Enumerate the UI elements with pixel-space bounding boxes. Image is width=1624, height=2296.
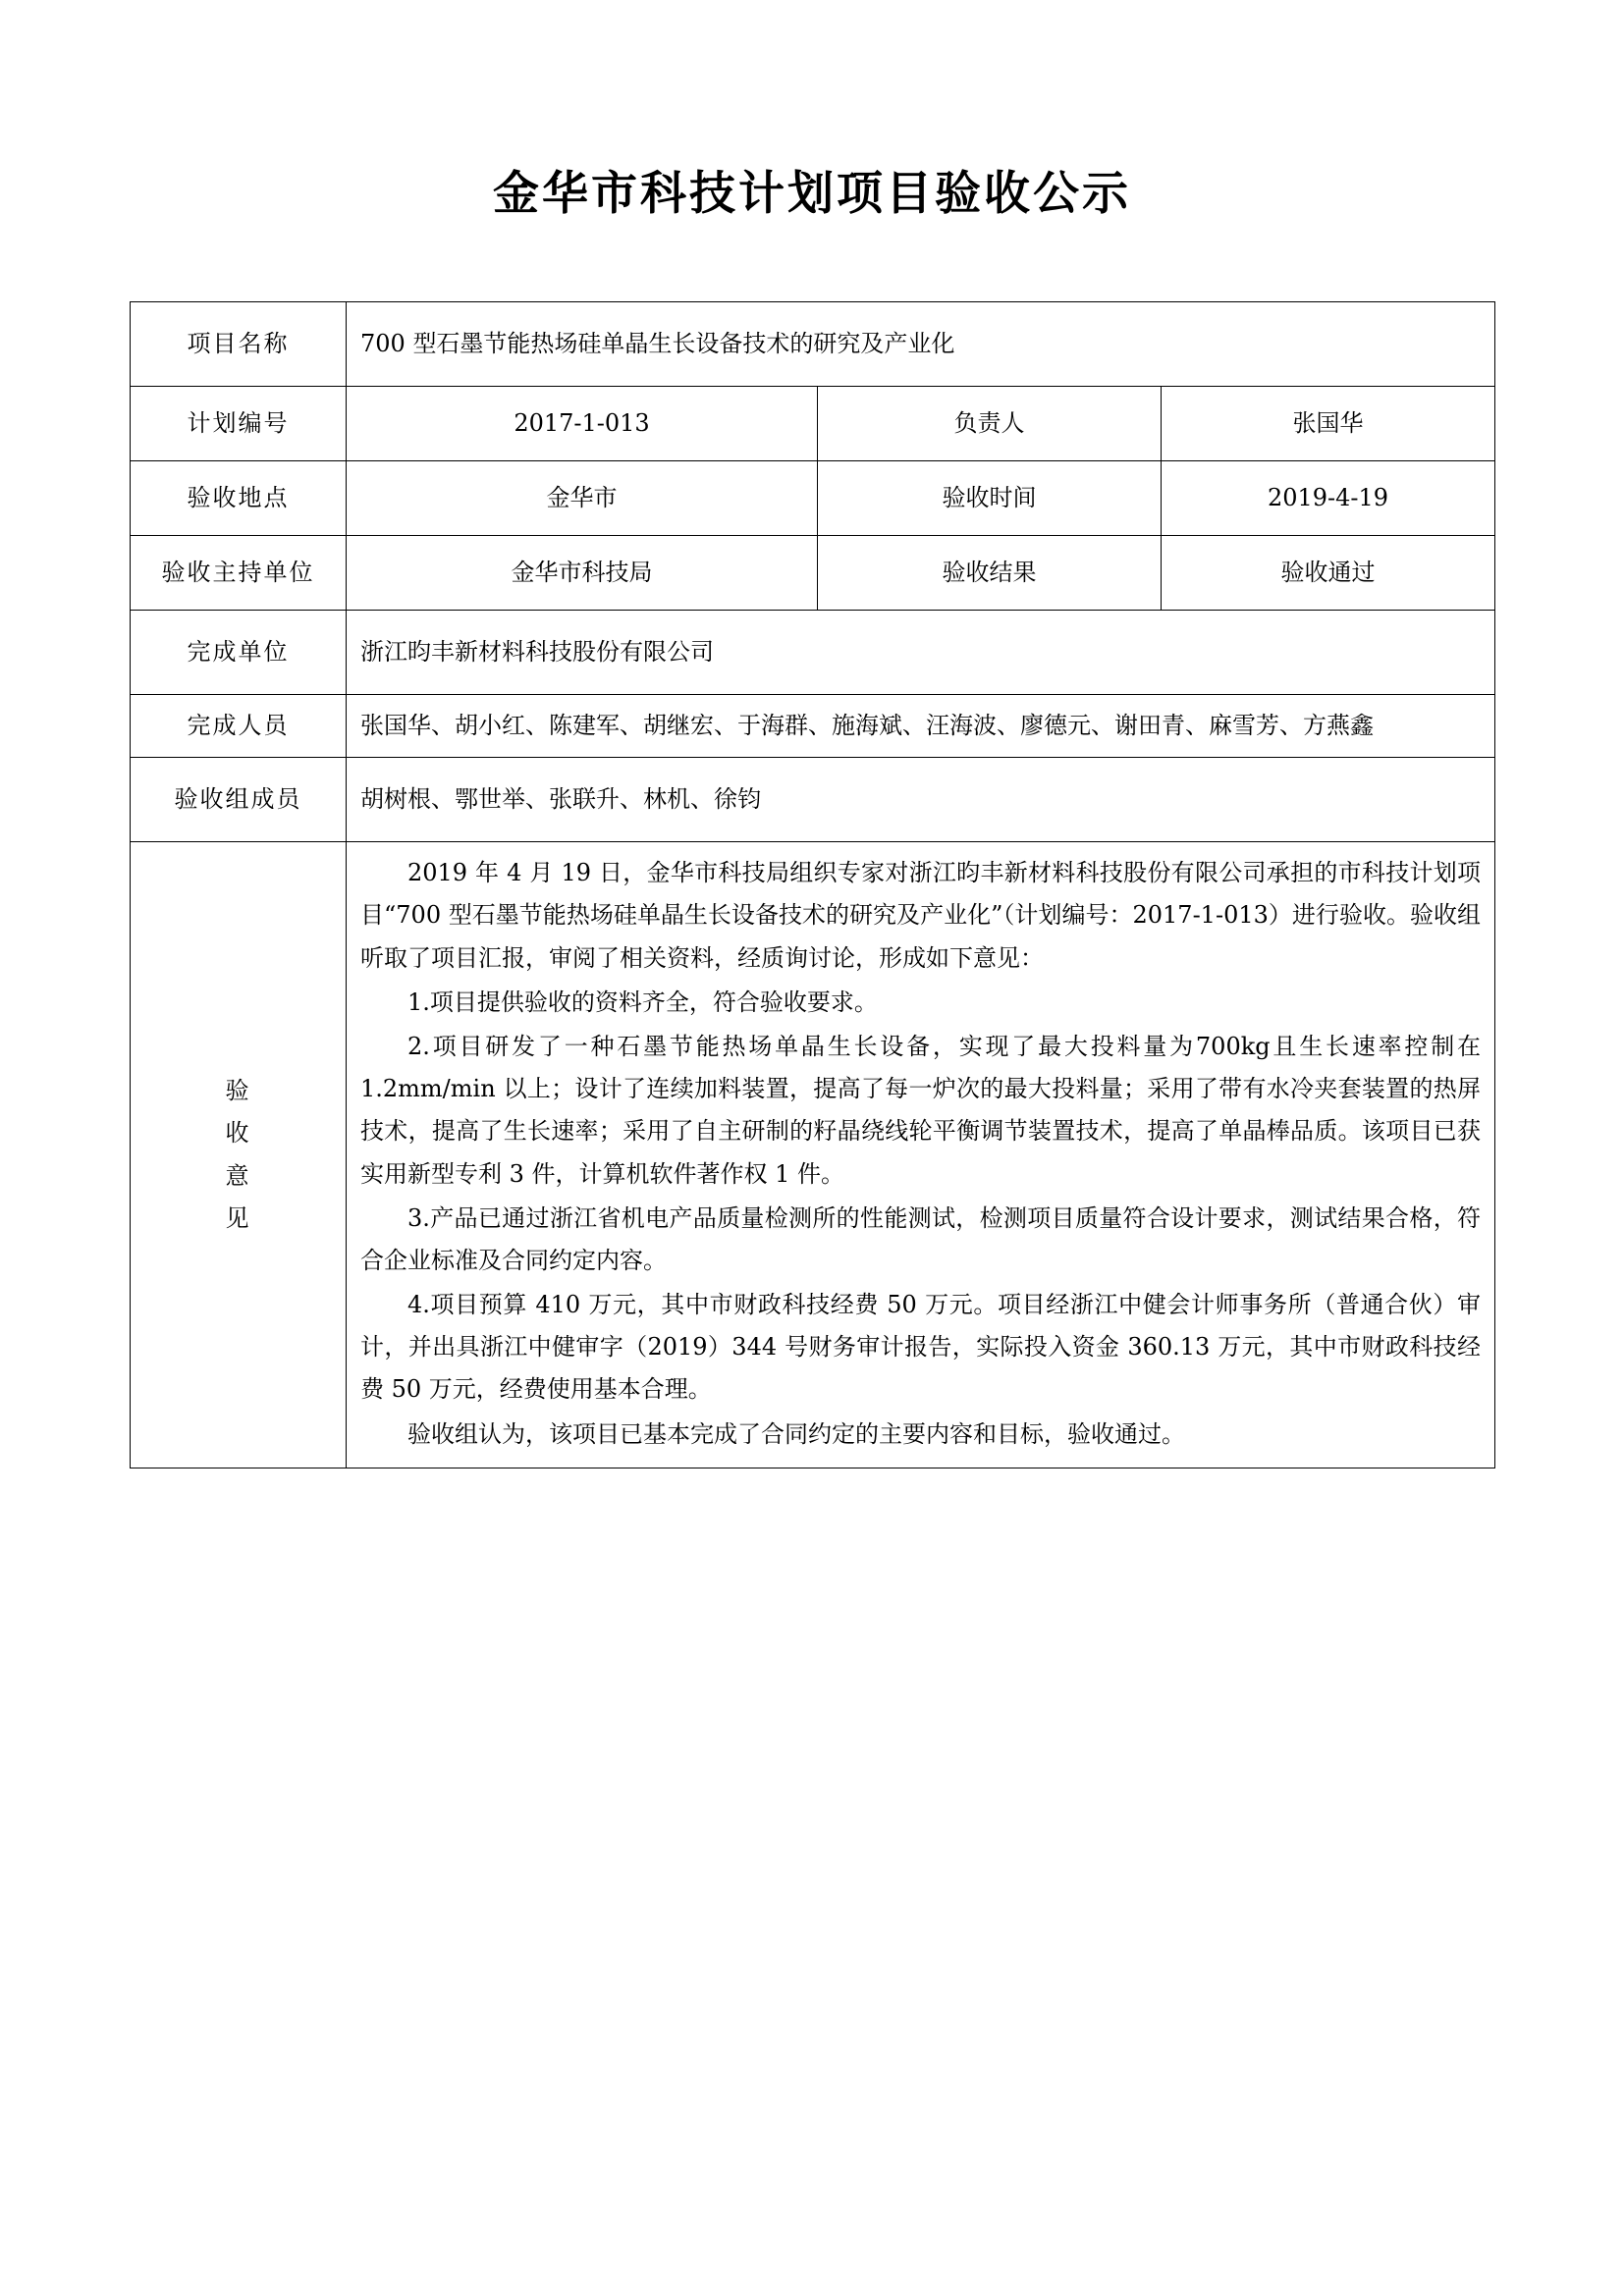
row-label-acceptance-group: 验收组成员 [131,758,347,842]
row-value-completion-members: 张国华、胡小红、陈建军、胡继宏、于海群、施海斌、汪海波、廖德元、谢田青、麻雪芳、方燕鑫 [347,695,1495,758]
row-label-host-unit: 验收主持单位 [131,536,347,611]
opinion-paragraph: 2.项目研发了一种石墨节能热场单晶生长设备，实现了最大投料量为700kg且生长速率控制在 1.2mm/min 以上；设计了连续加料装置，提高了每一炉次的最大投料量；采用了带有水冷夹套装置的热屏技术，提高了生长速率；采用了自主研制的籽晶绕线轮平衡调节装置技术，提高了单晶棒品质。该项目已获实用新型专利 3 件，计算机软件著作权 1 件。 [360,1032,1482,1188]
row-label-completion-unit: 完成单位 [131,611,347,695]
row-label-leader: 负责人 [818,387,1162,461]
row-label-acceptance-place: 验收地点 [131,461,347,536]
opinion-paragraph: 3.产品已通过浙江省机电产品质量检测所的性能测试，检测项目质量符合设计要求，测试结果合格，符合企业标准及合同约定内容。 [360,1203,1482,1274]
table-row [131,758,1495,842]
opinion-paragraph: 验收组认为，该项目已基本完成了合同约定的主要内容和目标，验收通过。 [407,1419,1185,1448]
row-value-acceptance-opinion [347,842,1495,1468]
row-value-host-unit: 金华市科技局 [347,536,818,611]
row-value-acceptance-time: 2019-4-19 [1162,461,1495,536]
row-label-acceptance-time: 验收时间 [818,461,1162,536]
row-value-acceptance-place: 金华市 [347,461,818,536]
table-row [131,302,1495,387]
table-row-opinion [131,842,1495,1468]
row-label-project-name: 项目名称 [131,302,347,387]
opinion-paragraph: 4.项目预算 410 万元，其中市财政科技经费 50 万元。项目经浙江中健会计师事务所（普通合伙）审计，并出具浙江中健审字（2019）344 号财务审计报告，实际投入资金 360.13 万元，其中市财政科技经费 50 万元，经费使用基本合理。 [360,1291,1482,1404]
row-value-acceptance-group: 胡树根、鄂世举、张联升、林机、徐钧 [347,758,1495,842]
row-label-plan-number: 计划编号 [131,387,347,461]
row-value-leader: 张国华 [1162,387,1495,461]
opinion-paragraph: 2019 年 4 月 19 日，金华市科技局组织专家对浙江昀丰新材料科技股份有限公司承担的市科技计划项目“700 型石墨节能热场硅单晶生长设备技术的研究及产业化”（计划编号：2017-1-013）进行验收。验收组听取了项目汇报，审阅了相关资料，经质询讨论，形成如下意见： [360,859,1482,972]
row-value-plan-number: 2017-1-013 [347,387,818,461]
opinion-label-char-1: 验 [225,1077,251,1105]
table-row [131,611,1495,695]
page-title: 金华市科技计划项目验收公示 [493,167,1131,221]
opinion-label-char-4: 见 [225,1203,251,1232]
table-row [131,461,1495,536]
row-label-acceptance-opinion [131,842,347,1468]
table-row [131,387,1495,461]
opinion-paragraph: 1.项目提供验收的资料齐全，符合验收要求。 [407,988,878,1016]
row-label-acceptance-result: 验收结果 [818,536,1162,611]
project-acceptance-table [130,301,1495,1468]
opinion-label-char-2: 收 [225,1119,251,1148]
row-value-completion-unit: 浙江昀丰新材料科技股份有限公司 [347,611,1495,695]
table-row [131,536,1495,611]
row-value-acceptance-result: 验收通过 [1162,536,1495,611]
table-row [131,695,1495,758]
row-value-project-name: 700 型石墨节能热场硅单晶生长设备技术的研究及产业化 [347,302,1495,387]
opinion-label-char-3: 意 [225,1161,251,1190]
row-label-completion-members: 完成人员 [131,695,347,758]
